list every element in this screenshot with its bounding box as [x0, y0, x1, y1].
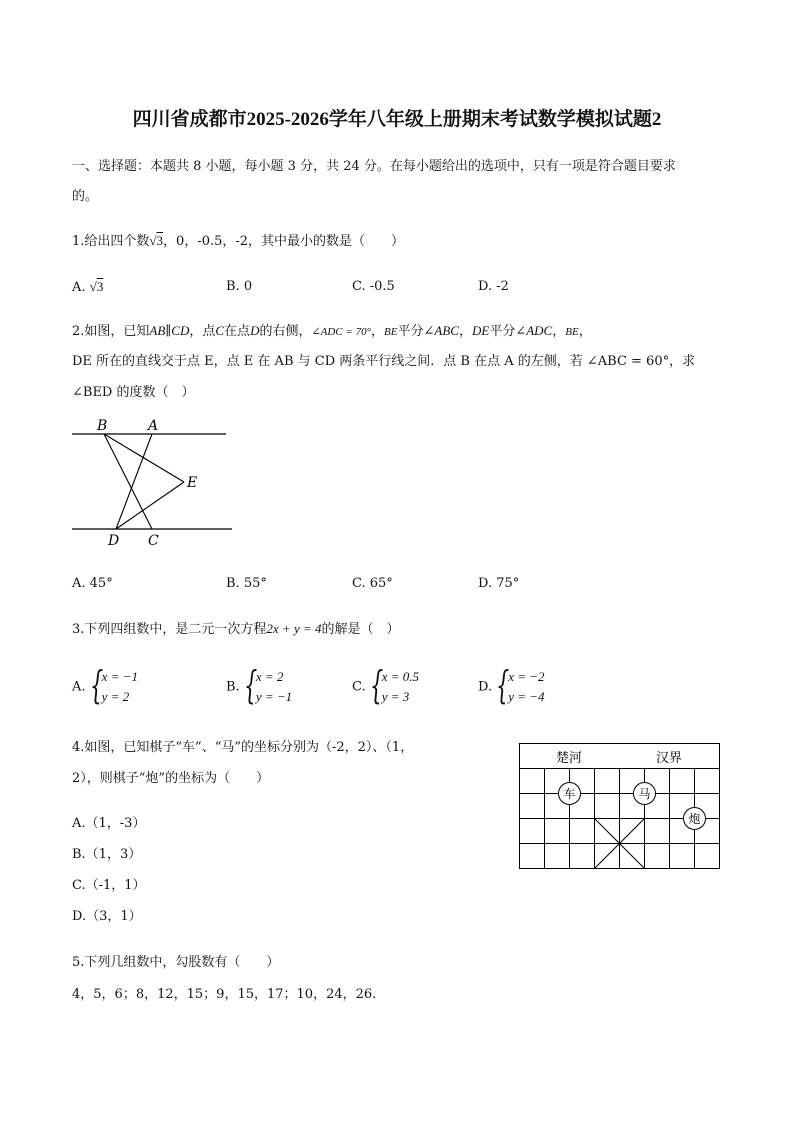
q2-text: 平分	[397, 324, 424, 339]
q3-option-d-row2: y = −4	[508, 689, 545, 704]
q2-text: 的右侧，	[259, 324, 312, 339]
q1-stem-b: ，0，-0.5，-2，其中最小的数是（ ）	[163, 234, 405, 249]
q3-option-c	[352, 663, 420, 707]
q2-text: ，	[552, 324, 566, 339]
segment-ad	[116, 434, 152, 529]
q3-option-b-row1: x = 2	[255, 669, 284, 684]
q3-option-a-system	[89, 663, 138, 707]
q2-angle: ∠ADC = 70°	[311, 326, 372, 338]
q3-option-a-row2: y = 2	[101, 689, 130, 704]
q1-option-a-label: A.	[72, 280, 86, 295]
q4-option-b: B.（1，3）	[72, 847, 142, 862]
q2-text: ，	[458, 324, 472, 339]
chess-piece-pao-label: 炮	[688, 812, 701, 826]
chess-piece-che	[559, 783, 581, 805]
q2-ab-cd: AB∥CD	[149, 323, 190, 338]
section-instructions-line1: 一、选择题：本题共 8 小题，每小题 3 分，共 24 分。在每小题给出的选项中，只有一项是符合题目要求	[72, 159, 676, 174]
label-a: A	[148, 418, 159, 434]
q3-option-a-row1: x = −1	[101, 669, 138, 684]
q1-option-a	[72, 277, 103, 298]
q1-stem-a: 1.给出四个数	[72, 234, 150, 249]
q3-option-b-system	[243, 663, 293, 707]
label-d: D	[108, 533, 120, 549]
q2-text: ，	[578, 324, 592, 339]
q2-angle: ∠ABC	[423, 323, 459, 338]
q2-option-b: B. 55°	[226, 576, 267, 591]
q1-sqrt: √3	[149, 233, 164, 248]
q2-point: C	[215, 323, 225, 338]
q2-figure	[64, 412, 244, 552]
q3-option-c-system	[369, 663, 420, 707]
chess-piece-ma-label: 马	[638, 787, 651, 801]
q3-equation: 2x + y = 4	[266, 621, 322, 636]
brace-icon: {	[496, 663, 510, 707]
brace-icon: {	[369, 663, 384, 707]
segment-de	[116, 482, 184, 529]
chess-piece-pao	[684, 808, 706, 830]
board-river-left: 楚河	[556, 751, 583, 766]
q3-stem	[72, 619, 400, 640]
q3-option-b-label: B.	[226, 679, 240, 695]
q2-text: 在点	[224, 324, 251, 339]
q3-option-d	[478, 663, 545, 707]
q4-line2: 2），则棋子“炮”的坐标为（ ）	[72, 771, 270, 786]
chess-piece-che-label: 车	[563, 787, 576, 801]
label-e: E	[187, 475, 198, 491]
q2-text: ，	[371, 324, 385, 339]
q3-stem-b: 的解是（ ）	[321, 622, 400, 637]
q4-option-a: A.（1，-3）	[72, 816, 146, 831]
q3-option-d-system	[496, 663, 545, 707]
q3-option-d-row1: x = −2	[508, 669, 545, 684]
q2-line3: ∠BED 的度数（ ）	[72, 385, 195, 400]
q3-option-c-row1: x = 0.5	[381, 669, 420, 684]
q2-option-d: D. 75°	[478, 576, 520, 591]
q2-line1	[72, 321, 592, 342]
q5-stem: 5.下列几组数中，勾股数有（ ）	[72, 955, 280, 970]
brace-icon: {	[243, 663, 258, 707]
q4-option-c: C.（-1，1）	[72, 878, 146, 893]
q4-option-d: D.（3，1）	[72, 909, 142, 924]
q2-point: D	[250, 323, 260, 338]
q1-option-d: D. -2	[478, 279, 509, 294]
label-b: B	[97, 418, 108, 434]
q1-option-a-sqrt: √3	[89, 279, 104, 294]
chess-piece-ma	[634, 783, 656, 805]
q2-segment: BE	[384, 326, 398, 338]
q4-chess-board	[518, 742, 722, 872]
q2-text: 2.如图，已知	[72, 324, 150, 339]
section-instructions-line2: 的。	[72, 189, 99, 204]
q2-angle: ∠ADC	[515, 323, 553, 338]
q2-segment: DE	[471, 323, 490, 338]
q2-option-a: A. 45°	[72, 576, 113, 591]
q1-option-b: B. 0	[226, 279, 253, 294]
q2-text: 平分	[489, 324, 516, 339]
q3-option-a	[72, 663, 138, 707]
q1-option-c: C. -0.5	[352, 279, 395, 294]
q2-text: ，点	[189, 324, 216, 339]
q4-line1: 4.如图，已知棋子“车”、“马”的坐标分别为（-2，2）、（1，	[72, 740, 414, 755]
q1-stem	[72, 231, 404, 252]
q3-stem-a: 3.下列四组数中，是二元一次方程	[72, 622, 267, 637]
q2-line2: DE 所在的直线交于点 E，点 E 在 AB 与 CD 两条平行线之间．点 B 在点 A 的左侧，若 ∠ABC = 60°，求	[72, 354, 696, 369]
q1-option-a-sqrt-num: 3	[96, 279, 104, 294]
q3-option-b-row2: y = −1	[255, 689, 293, 704]
q3-option-c-label: C.	[352, 679, 366, 695]
q3-option-a-label: A.	[72, 679, 86, 695]
page-title: 四川省成都市2025-2026学年八年级上册期末考试数学模拟试题2	[132, 109, 662, 130]
q3-option-b	[226, 663, 293, 707]
q1-sqrt-num: 3	[156, 233, 164, 248]
q2-option-c: C. 65°	[352, 576, 393, 591]
q3-option-c-row2: y = 3	[381, 689, 410, 704]
brace-icon: {	[89, 663, 103, 707]
q5-line2: 4，5，6；8，12，15；9，15，17；10，24，26.	[72, 987, 377, 1002]
q3-option-d-label: D.	[478, 679, 493, 695]
label-c: C	[148, 533, 159, 549]
q2-segment: BE	[565, 326, 579, 338]
board-river-right: 汉界	[656, 751, 683, 766]
